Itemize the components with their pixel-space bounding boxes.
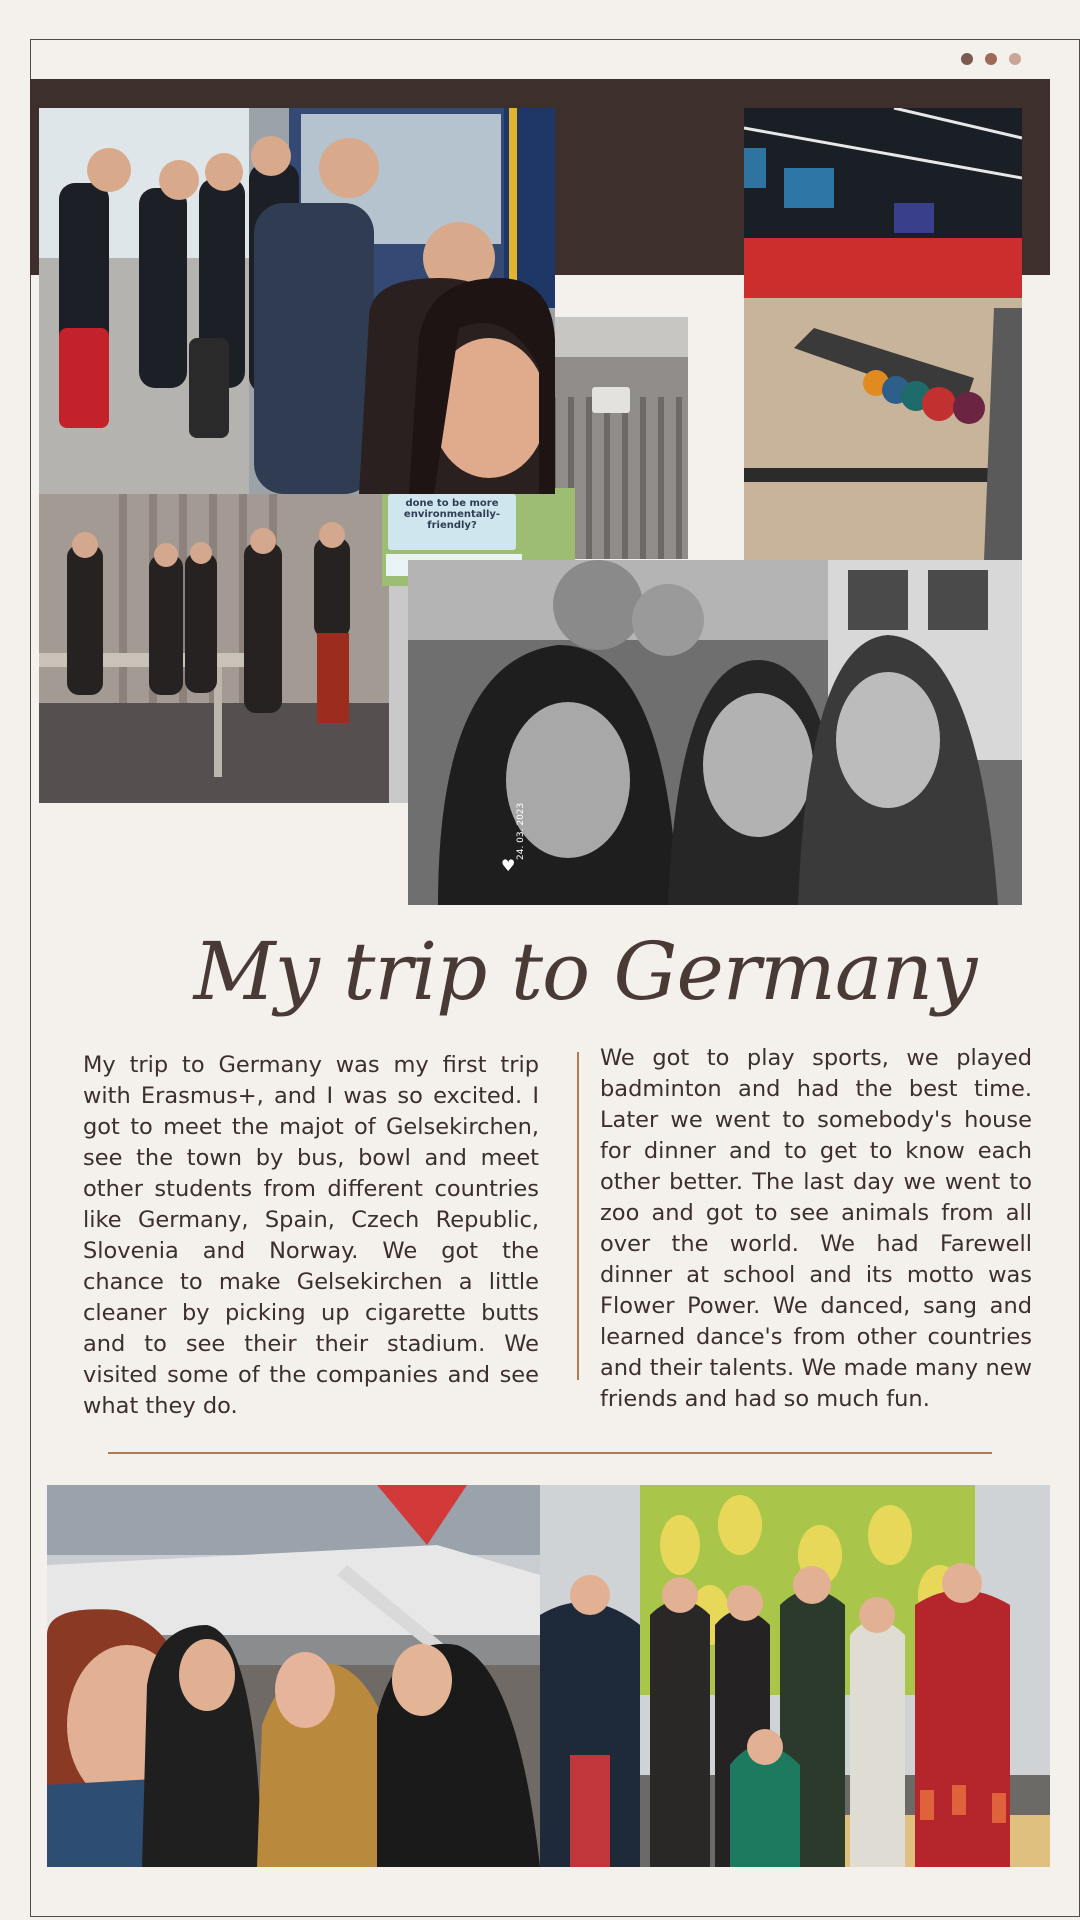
photo-date-stamp: 24. 03. 2023 xyxy=(516,802,526,860)
dot-1 xyxy=(961,53,973,65)
article-paragraph-left: My trip to Germany was my first trip with Erasmus+, and I was so excited. I got to meet the majot of Gelsekirchen, see the town by bus, bowl and meet other students from different countries like Germany, Spain, Czech Republic, Slovenia and Norway. We got the chance to make Gelsekirchen a little cleaner by picking up cigarette butts and to see their their stadium. We visited some of the companies and see what they do. xyxy=(83,1052,539,1419)
photo-bw-selfie xyxy=(408,560,1022,905)
article-title: My trip to Germany xyxy=(193,925,977,1018)
photo-team-classroom xyxy=(39,493,411,803)
photo-bowling-alley xyxy=(744,108,1022,560)
screen-text-box: done to be more environmentally-friendly? xyxy=(388,494,516,550)
dot-2 xyxy=(985,53,997,65)
photo-group-airport xyxy=(39,108,555,494)
section-divider xyxy=(108,1452,992,1454)
photo-farewell-party xyxy=(540,1485,1050,1867)
article-paragraph-right: We got to play sports, we played badminton and had the best time. Later we went to somebody's house for dinner and to get to know each other better. The last day we went to zoo and got to see animals from all over the world. We had Farewell dinner at school and its motto was Flower Power. We danced, sang and learned dance's from other countries and their talents. We made many new friends and had so much fun. xyxy=(600,1045,1032,1412)
heart-icon: ♥ xyxy=(501,856,516,875)
photo-plane-selfie xyxy=(47,1485,540,1867)
column-divider xyxy=(577,1052,579,1380)
window-dots xyxy=(961,53,1021,65)
dot-3 xyxy=(1009,53,1021,65)
